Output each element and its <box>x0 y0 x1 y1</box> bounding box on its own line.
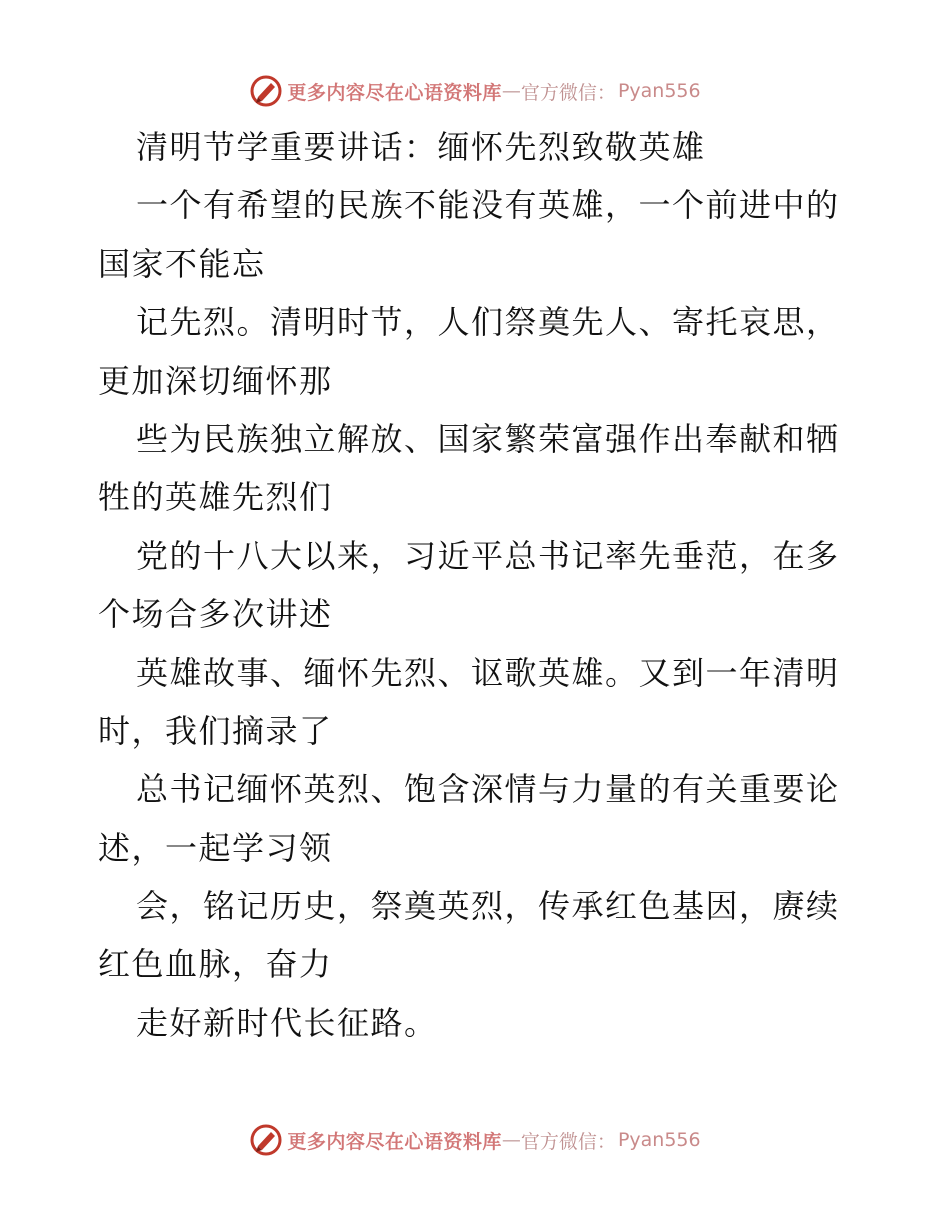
text-line: 述，一起学习领 <box>98 828 333 867</box>
watermark-site-text: 更多内容尽在心语资料库 <box>287 81 502 104</box>
text-line: 更加深切缅怀那 <box>98 361 333 400</box>
watermark-wechat-label: 官方微信： <box>520 1130 616 1153</box>
text-line: 时，我们摘录了 <box>98 711 333 750</box>
text-line: 个场合多次讲述 <box>98 595 333 634</box>
header-watermark <box>0 71 950 111</box>
document-body <box>98 118 858 1052</box>
watermark-site-text: 更多内容尽在心语资料库 <box>287 1130 502 1153</box>
red-pen-circle-logo-icon <box>249 74 283 108</box>
text-line: 会，铭记历史，祭奠英烈，传承红色基因，赓续 <box>136 887 840 926</box>
red-pen-circle-logo-icon <box>249 1123 283 1157</box>
text-line: 英雄故事、缅怀先烈、讴歌英雄。又到一年清明 <box>136 653 840 692</box>
watermark-dash: — <box>501 1129 521 1151</box>
text-line: 走好新时代长征路。 <box>136 1003 438 1042</box>
text-line: 记先烈。清明时节，人们祭奠先人、寄托哀思， <box>136 303 840 342</box>
text-line: 红色血脉，奋力 <box>98 945 333 984</box>
text-line: 党的十八大以来，习近平总书记率先垂范，在多 <box>136 536 840 575</box>
text-line: 一个有希望的民族不能没有英雄，一个前进中的 <box>136 186 840 225</box>
watermark-wechat-id: Pyan556 <box>617 80 701 102</box>
text-line: 牲的英雄先烈们 <box>98 478 333 517</box>
text-line: 些为民族独立解放、国家繁荣富强作出奉献和牺 <box>136 419 840 458</box>
document-title: 清明节学重要讲话：缅怀先烈致敬英雄 <box>136 128 706 166</box>
watermark-wechat-id: Pyan556 <box>617 1129 701 1151</box>
text-line: 国家不能忘 <box>98 244 266 283</box>
text-line: 总书记缅怀英烈、饱含深情与力量的有关重要论 <box>136 770 840 809</box>
watermark-dash: — <box>501 80 521 102</box>
footer-watermark <box>0 1120 950 1160</box>
watermark-wechat-label: 官方微信： <box>520 81 616 104</box>
